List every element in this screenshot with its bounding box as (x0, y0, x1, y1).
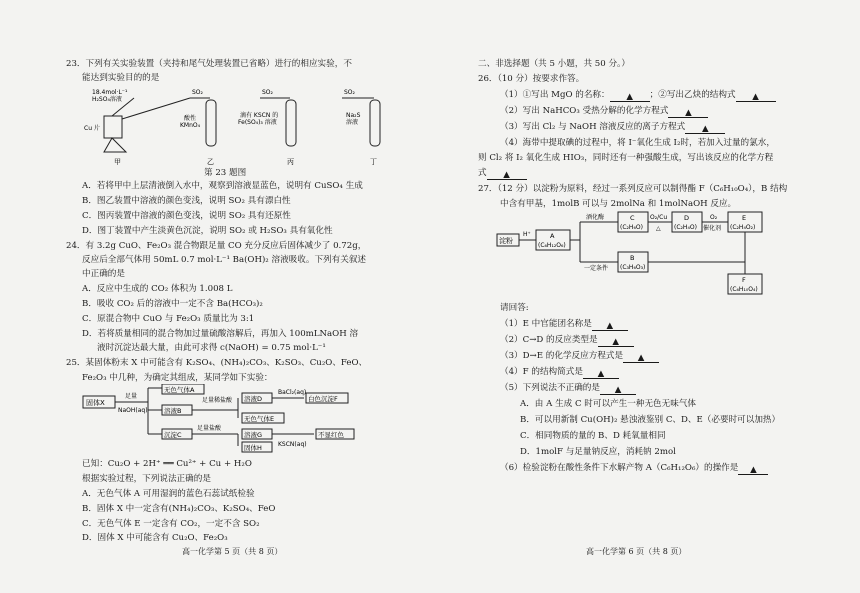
q27-q1 (500, 319, 628, 331)
q27-ask: 请回答: (500, 303, 529, 313)
flow-solid-h: 固体H (244, 444, 262, 452)
flow-acid-1: 足量稀盐酸 (202, 397, 233, 404)
q25-line-2: Fe₂O₃ 中几种，为确定其组成，某同学如下实验： (82, 373, 273, 383)
q25-line-1: 25．某固体粉末 X 中可能含有 K₂SO₄、(NH₄)₂CO₃、K₂SO₃、Cu₂O、FeO、 (66, 358, 368, 368)
kscn-label-2: Fe(SO₄)₃ 溶液 (238, 119, 277, 126)
q26-line-2 (500, 106, 708, 118)
flow-f-formula: (C₆H₁₀O₄) (730, 286, 758, 293)
q26-line-1 (500, 90, 776, 102)
left-footer: 高一化学第 5 页（共 8 页） (182, 547, 283, 556)
na2s-label-1: Na₂S (346, 112, 361, 119)
kmno4-label-1: 酸性 (184, 115, 197, 122)
flow-f-label: F (742, 276, 746, 284)
q27-opt-d: D．1molF 与足量钠反应，消耗钠 2mol (520, 447, 676, 457)
q27-q6-text: （6）检验淀粉在酸性条件下水解产物 A（C₆H₁₂O₆）的操作是 (500, 463, 739, 473)
flow-d-formula: (C₂H₄O) (674, 224, 697, 231)
q26-1a-text: （1）①写出 MgO 的名称： (500, 90, 610, 100)
answer-mark: ▲ (597, 369, 605, 379)
test-tube-c (286, 100, 296, 146)
flow-bacl2: BaCl₂(aq) (278, 389, 307, 396)
q27-q4-blank[interactable] (583, 369, 619, 379)
flow-gas-a: 无色气体A (164, 386, 195, 394)
q26-3-blank[interactable] (685, 124, 725, 134)
q24-option-a: A．反应中生成的 CO₂ 体积为 1.008 L (82, 284, 233, 294)
q27-synthesis-flow (496, 208, 786, 298)
test-tube-b (206, 100, 216, 146)
flow-starch: 淀粉 (499, 237, 513, 245)
q23-option-d: D．图丁装置中产生淡黄色沉淀，说明 SO₂ 或 H₂SO₃ 具有氧化性 (82, 226, 333, 236)
flow-c-label: C (630, 214, 635, 222)
q26-title: 26．（10 分）按要求作答。 (478, 74, 585, 84)
answer-mark: ▲ (701, 124, 709, 134)
flow-e-label: E (742, 214, 747, 222)
q27-opt-a: A．由 A 生成 C 时可以产生一种无色无味气体 (520, 399, 697, 409)
q26-1b-blank[interactable] (736, 92, 776, 102)
kscn-label-1: 滴有 KSCN 的 (240, 112, 279, 119)
q27-q5 (500, 383, 636, 395)
q27-q5-blank[interactable] (600, 385, 636, 395)
test-tube-d (370, 100, 380, 146)
q23-option-a: A．若将甲中上层清液倒入水中，观察到溶液显蓝色，说明有 CuSO₄ 生成 (82, 181, 363, 191)
flow-sol-d: 溶液D (244, 395, 263, 403)
flow-catalyst: 催化剂 (703, 225, 722, 232)
answer-mark: ▲ (637, 353, 645, 363)
q26-2-text: （2）写出 NaHCO₃ 受热分解的化学方程式 (500, 106, 669, 116)
na2s-label-2: 溶液 (346, 119, 359, 126)
q27-q2-text: （2）C→D 的反应类型是 (500, 335, 598, 345)
answer-mark: ▲ (750, 465, 757, 475)
flow-delta: △ (656, 225, 661, 232)
q24-option-d: D．若将质量相同的混合物加过量硫酸溶解后，再加入 100mLNaOH 溶 (82, 329, 359, 339)
flow-hplus: H⁺ (523, 231, 531, 238)
q23-caption: 第 23 题图 (204, 168, 247, 178)
flow-no-red: 不显红色 (318, 431, 344, 439)
left-page (60, 0, 440, 593)
q25-lead: 根据实验过程，下列说法正确的是 (82, 474, 211, 484)
right-page (478, 0, 838, 593)
q27-q1-blank[interactable] (592, 321, 628, 331)
delivery-tube-1 (122, 98, 190, 119)
q24-option-b: B．吸收 CO₂ 后的溶液中一定不含 Ba(HCO₃)₂ (82, 299, 263, 309)
fig-label-bing: 丙 (287, 158, 294, 166)
answer-mark: ▲ (503, 170, 510, 180)
q25-flow-chart (82, 384, 402, 454)
flow-solid-x: 固体X (86, 399, 105, 407)
flow-o2: O₂ (710, 214, 718, 221)
q27-q4 (500, 367, 619, 379)
q24-line-3: 中正确的是 (82, 269, 125, 279)
fig-label-jia: 甲 (114, 158, 121, 166)
flow-a-label: A (550, 232, 555, 240)
q26-4-blank[interactable] (487, 170, 527, 180)
flow-condition: 一定条件 (584, 265, 609, 272)
q24-option-d-cont: 液时沉淀达最大量，由此可求得 c(NaOH) = 0.75 mol·L⁻¹ (97, 343, 326, 353)
q23-option-c: C．图丙装置中溶液的颜色变浅，说明 SO₂ 具有还原性 (82, 211, 291, 221)
flow-enzyme: 酒化酶 (586, 214, 605, 221)
flow-e-formula: (C₂H₄O₂) (730, 224, 756, 231)
q26-3-text: （3）写出 Cl₂ 与 NaOH 溶液反应的离子方程式 (500, 122, 686, 132)
answer-mark: ▲ (614, 385, 622, 395)
q27-q6-blank[interactable] (738, 465, 768, 475)
q27-q3 (500, 351, 659, 363)
q23-option-b: B．图乙装置中溶液的颜色变浅，说明 SO₂ 具有漂白性 (82, 196, 291, 206)
answer-mark: ▲ (685, 108, 692, 118)
q27-q3-text: （3）D→E 的化学反应方程式是 (500, 351, 624, 361)
flow-sol-b: 溶液B (164, 407, 182, 415)
flow-gas-e: 无色气体E (244, 415, 275, 423)
flow-reagent-top: 足量 (125, 393, 138, 400)
cu-label: Cu 片 (84, 125, 100, 132)
reagent-label-1: 18.4mol·L⁻¹ (92, 89, 128, 96)
flow-b-formula: (C₃H₆O₃) (620, 264, 646, 271)
q24-option-c: C．原混合物中 CuO 与 Fe₂O₃ 质量比为 3:1 (82, 314, 255, 324)
right-footer: 高一化学第 6 页（共 8 页） (586, 547, 687, 556)
q27-opt-b: B．可以用新制 Cu(OH)₂ 悬浊液鉴别 C、D、E（必要时可以加热） (520, 415, 781, 425)
fig-label-ding: 丁 (370, 158, 377, 166)
q27-q1-text: （1）E 中官能团名称是 (500, 319, 592, 329)
burner-icon (104, 138, 126, 152)
flow-c-formula: (C₂H₆O) (620, 224, 643, 231)
q27-q2-blank[interactable] (598, 337, 634, 347)
q26-4c-text: 式 (478, 168, 487, 178)
so2-label-1: SO₂ (192, 89, 203, 96)
answer-mark: ▲ (606, 321, 614, 331)
q25-option-b: B．固体 X 中一定含有(NH₄)₂CO₃、K₂SO₄、FeO (82, 504, 276, 514)
flow-white-ppt: 白色沉淀F (308, 395, 338, 403)
q26-1a-blank[interactable] (610, 92, 650, 102)
q27-opt-c: C．相同物质的量的 B、D 耗氧量相同 (520, 431, 666, 441)
flow-d-label: D (684, 214, 690, 222)
q27-q5-text: （5）下列说法不正确的是 (500, 383, 600, 393)
q27-line-2: 中含有甲基，1molB 可以与 2molNa 和 1molNaOH 反应。 (500, 199, 737, 209)
flow-b-label: B (630, 254, 635, 262)
flow-kscn: KSCN(aq) (278, 441, 307, 448)
q26-line-4a: （4）海带中提取碘的过程中，将 I⁻氧化生成 I₂时，若加入过量的氯水， (500, 138, 775, 148)
q27-q2 (500, 335, 634, 347)
q26-line-4c (478, 168, 527, 180)
q27-q3-blank[interactable] (623, 353, 659, 363)
so2-label-3: SO₂ (344, 89, 355, 96)
fig-label-yi: 乙 (207, 158, 214, 166)
q27-q6 (500, 463, 768, 475)
reaction-flask (104, 116, 122, 138)
q26-line-3 (500, 122, 725, 134)
q26-2-blank[interactable] (668, 108, 708, 118)
q26-1b-text: ；②写出乙炔的结构式 (649, 90, 736, 100)
q25-option-a: A．无色气体 A 可用湿润的蓝色石蕊试纸检验 (82, 489, 255, 499)
flow-precip-c: 沉淀C (164, 431, 182, 439)
q24-line-2: 反应后全部气体用 50mL 0.7 mol·L⁻¹ Ba(OH)₂ 溶液吸收。下列有关叙述 (82, 255, 367, 265)
q25-option-c: C．无色气体 E 一定含有 CO₂，一定不含 SO₂ (82, 519, 260, 529)
flow-o2cu: O₂/Cu (650, 214, 668, 221)
answer-mark: ▲ (612, 337, 619, 347)
flow-acid-2: 足量盐酸 (197, 425, 222, 432)
flow-reagent-bot: NaOH(aq) (118, 407, 148, 414)
q23-stem-2: 能达到实验目的的是 (82, 73, 160, 83)
section-heading: 二、非选择题（共 5 小题，共 50 分。） (478, 59, 630, 69)
q24-line-1: 24．有 3.2g CuO、Fe₂O₃ 混合物跟足量 CO 充分反应后固体减少了 0.72g， (66, 241, 367, 251)
q23-stem-1: 23．下列有关实验装置（夹持和尾气处理装置已省略）进行的相应实验，不 (66, 59, 352, 69)
answer-mark: ▲ (626, 92, 633, 102)
q27-line-1: 27．（12 分）以淀粉为原料，经过一系列反应可以制得酯 F（C₆H₁₀O₄），B 结构 (478, 184, 788, 194)
q25-known: 已知：Cu₂O + 2H⁺ ══ Cu²⁺ + Cu + H₂O (82, 459, 252, 469)
so2-label-2: SO₂ (262, 89, 273, 96)
q26-line-4b: 则 Cl₂ 将 I₂ 氧化生成 HIO₃，同时还有一种强酸生成，写出该反应的化学方程 (478, 153, 774, 163)
answer-mark: ▲ (752, 92, 759, 102)
flow-a-formula: (C₆H₁₂O₆) (538, 242, 566, 249)
q27-q4-text: （4）F 的结构简式是 (500, 367, 583, 377)
kmno4-label-2: KMnO₄ (180, 122, 201, 129)
flow-sol-g: 溶液G (244, 431, 263, 439)
q23-apparatus-figure (82, 86, 412, 166)
reagent-label-2: H₂SO₄溶液 (92, 96, 122, 103)
q25-option-d: D．固体 X 中可能含有 Cu₂O、Fe₂O₃ (82, 533, 228, 543)
